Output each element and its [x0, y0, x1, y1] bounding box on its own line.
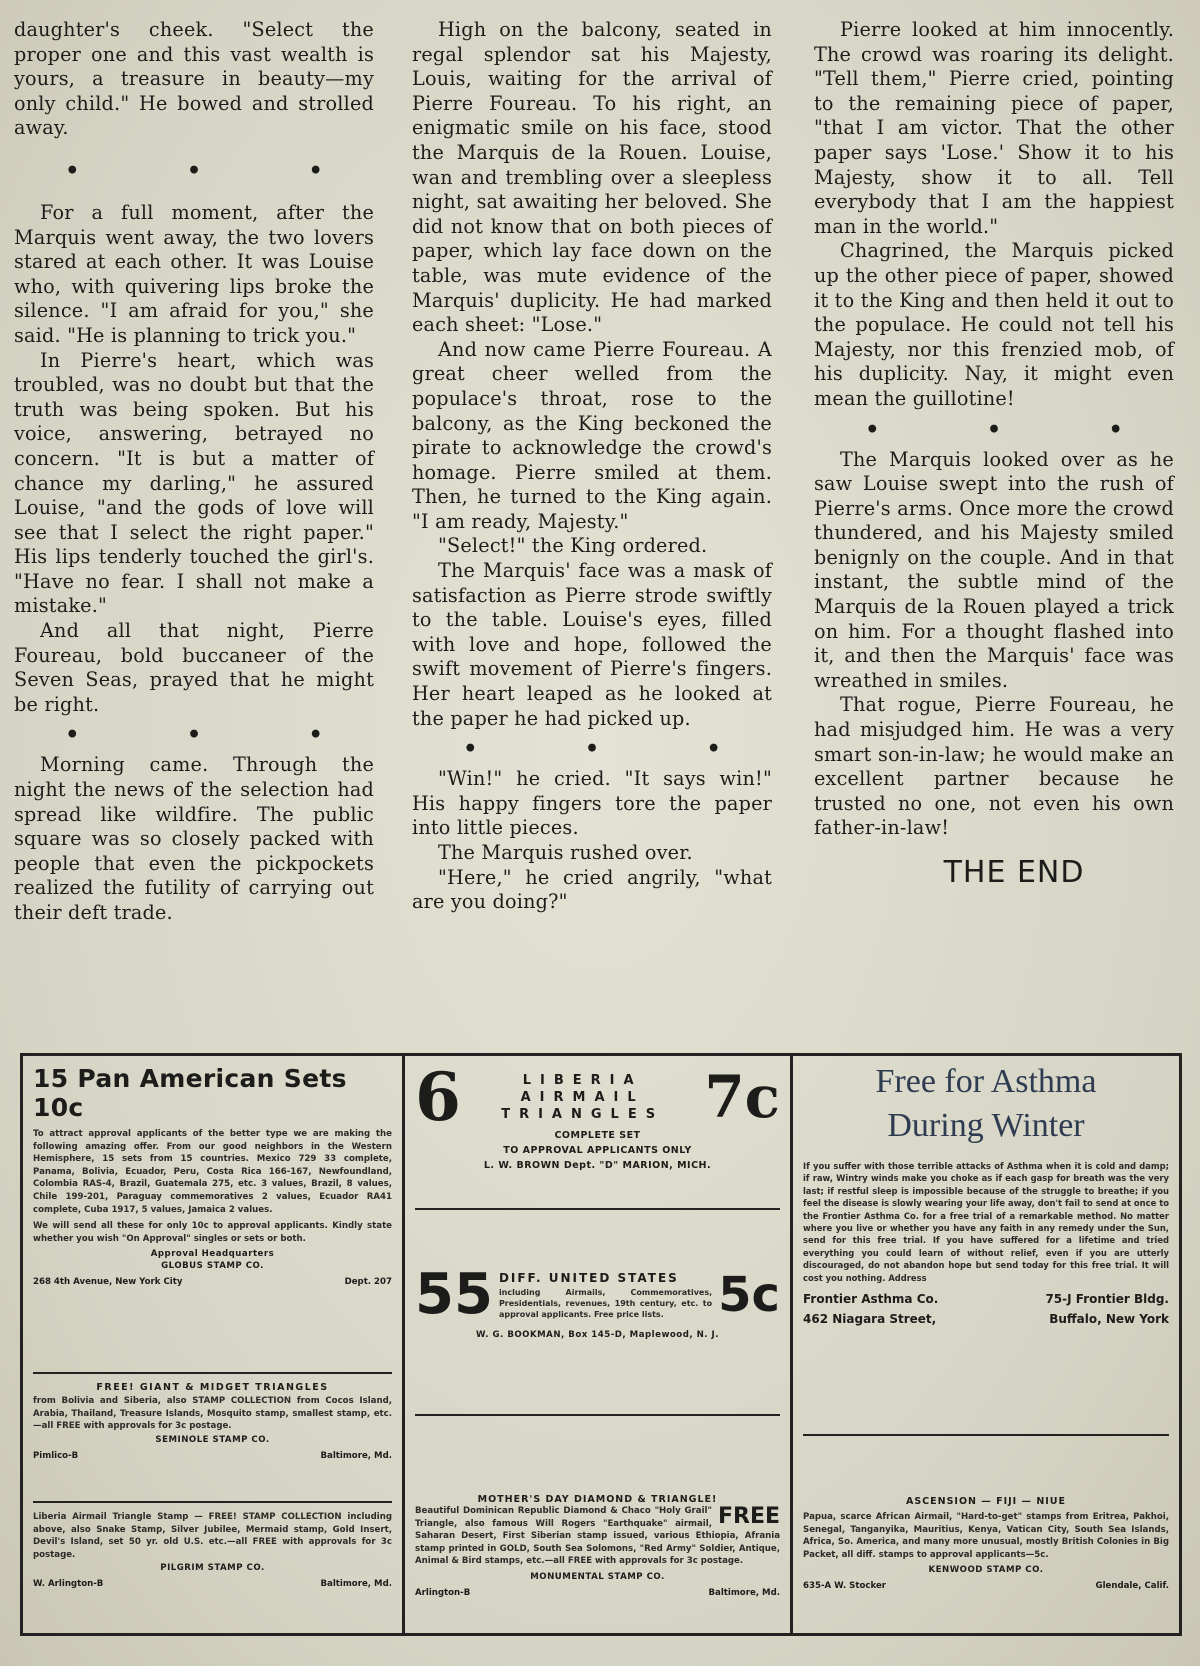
headline-word: LIBERIA [522, 1072, 643, 1088]
headline-word: DIFF. UNITED STATES [498, 1271, 679, 1285]
ad-big-number: 6 [415, 1064, 461, 1136]
paragraph: "Here," he cried angrily, "what are you doing?" [412, 865, 772, 914]
ad-body: including Airmails, Commemoratives, Presidentials, revenues, 19th century, etc. to approval applicants. Free price lists. [498, 1288, 713, 1319]
ad-company: SEMINOLE STAMP CO. [155, 1434, 270, 1445]
ad-title: FREE! GIANT & MIDGET TRIANGLES [96, 1382, 329, 1393]
ad-subhead: COMPLETE SET [554, 1130, 641, 1141]
ad-liberia-airmail-triangles [415, 1064, 780, 1199]
divider [415, 1414, 780, 1416]
ad-pan-american-sets [33, 1064, 392, 1364]
ad-address [33, 1579, 392, 1589]
paragraph: And all that night, Pierre Foureau, bold buccaneer of the Seven Seas, prayed that he might be right. [14, 619, 374, 716]
paragraph: In Pierre's heart, which was troubled, was no doubt but that the truth was being spoken. But his voice, answering, betrayed no concern. "It is but a matter of chance my darling," he assured Louise, "and the gods of love will see that I select the right paper." His lips tenderly touched the girl's. "Have no fear. I shall not make a mistake." [14, 348, 374, 618]
ad-address [803, 1292, 1169, 1306]
ad-title: Free for Asthma [875, 1063, 1097, 1100]
ad-company: KENWOOD STAMP CO. [928, 1565, 1044, 1576]
story-column-1 [14, 18, 374, 926]
address-line: W. Arlington-B [33, 1579, 104, 1590]
company-line: Frontier Asthma Co. [803, 1292, 939, 1307]
section-break: • • • [65, 722, 373, 749]
paragraph: The Marquis rushed over. [438, 841, 693, 864]
city-line: Baltimore, Md. [320, 1579, 392, 1590]
ad-title: 15 Pan American Sets 10c [33, 1064, 347, 1122]
city-line: Glendale, Calif. [1095, 1581, 1169, 1592]
ad-title: During Winter [887, 1107, 1085, 1144]
paragraph: "Select!" the King ordered. [438, 534, 708, 558]
story-column-2 [412, 18, 772, 915]
ad-price: 5c [718, 1267, 780, 1323]
ad-body: Liberia Airmail Triangle Stamp — FREE! STAMP COLLECTION including above, also Snake Stamp, Silver Jubilee, Mermaid stamp, Gold Insert, Devil's Island, set 50 yr. old U.S. etc.—all FREE with approvals for 3c postage. [33, 1512, 392, 1560]
divider [415, 1208, 780, 1210]
divider [33, 1501, 392, 1503]
ad-body: We will send all these for only 10c to approval applicants. Kindly state whether you wish "On Approval" singles or sets or both. [33, 1221, 392, 1244]
story-column-3 [814, 18, 1174, 890]
paragraph: Pierre looked at him innocently. The crowd was roaring its delight. "Tell them," Pierre cried, pointing to the remaining piece of paper, "that I am victor. That the other paper says 'Lose.' Show it to his Majesty, show it to all. Tell everybody that I am the happiest man in the world." [814, 18, 1174, 238]
divider [803, 1434, 1169, 1436]
ad-headline-text [493, 1270, 718, 1320]
ad-body: To attract approval applicants of the better type we are making the following amazing offer. From our good neighbors in the Western Hemisphere, 15 sets from 15 countries. Mexico 729 33 complete, Panama, Bolivia, Ecuador, Peru, Costa Rica 166-167, Newfoundland, Colombia RAS-4, Brazil, Guatemala 275, etc. 3 values, Brazil, 8 values, Chile 199-201, Paraguay commemoratives 2 values, Ecuador RA41 complete, Cuba 1917, 5 values, Jamaica 2 values. [33, 1129, 392, 1215]
section-break: • • • [463, 736, 771, 763]
paragraph: The Marquis' face was a mask of satisfaction as Pierre strode swiftly to the table. Louise's eyes, filled with love and hope, followed the swift movement of Pierre's fingers. Her heart leaped as he looked at the paper he had picked up. [412, 559, 772, 730]
ad-united-states-stamps [415, 1266, 780, 1361]
street-line: 462 Niagara Street, [803, 1312, 937, 1327]
ad-body-wrap [415, 1505, 780, 1568]
ad-column-1 [23, 1056, 405, 1633]
story-text [14, 18, 1184, 1038]
paragraph: daughter's cheek. "Select the proper one and this vast wealth is yours, a treasure in beauty—my only child." He bowed and strolled away. [14, 18, 374, 140]
ad-title: MOTHER'S DAY DIAMOND & TRIANGLE! [477, 1494, 718, 1505]
ad-liberia-airmail-triangle [33, 1511, 392, 1629]
address-line: 268 4th Avenue, New York City [33, 1277, 183, 1288]
city-line: Buffalo, New York [1049, 1312, 1169, 1327]
ad-price: 7c [704, 1064, 780, 1131]
ad-company: MONUMENTAL STAMP CO. [530, 1571, 665, 1582]
ad-mothers-day-triangle [415, 1494, 780, 1624]
city-line: Baltimore, Md. [320, 1450, 392, 1461]
divider [33, 1372, 392, 1374]
address-line: Arlington-B [415, 1587, 471, 1598]
building-line: 75-J Frontier Bldg. [1045, 1292, 1169, 1307]
address-line: Pimlico-B [33, 1450, 79, 1461]
the-end-label: THE END [943, 855, 1085, 890]
ad-address [803, 1581, 1169, 1591]
ad-body: from Bolivia and Siberia, also STAMP COLLECTION from Cocos Island, Arabia, Thailand, Treasure Islands, Mosquito stamp, smallest stamp, etc.—all FREE with approvals for 3c postage. [33, 1396, 392, 1432]
ad-big-number: 55 [415, 1266, 493, 1327]
address-line: 635-A W. Stocker [803, 1581, 887, 1592]
ad-subhead: Approval Headquarters [150, 1249, 275, 1260]
advertisements-panel [20, 1053, 1182, 1636]
ad-body: Beautiful Dominican Republic Diamond & Chaco "Holy Grail" Triangle, also famous Will Rogers "Earthquake" airmail, Saharan Desert, First Siberian stamp issued, various Ethiopia, Afrania stamp printed in GOLD, South Sea Solomons, "Red Army" Soldier, Antique, Animal & Bird stamps, etc.—all FREE with approvals for 3c postage. [415, 1506, 780, 1567]
paragraph: High on the balcony, seated in regal splendor sat his Majesty, Louis, waiting for the arrival of Pierre Foureau. To his right, an enigmatic smile on his face, stood the Marquis de la Rouen. Louise, wan and trembling over a sleepless night, sat awaiting her beloved. She did not know that on both pieces of paper, which lay face down on the table, was mute evidence of the Marquis' duplicity. He had marked each sheet: "Lose." [412, 18, 772, 337]
ad-address [33, 1451, 392, 1461]
ad-address [803, 1312, 1169, 1326]
paragraph: That rogue, Pierre Foureau, he had misjudged him. He was a very smart son-in-law; he would make an excellent partner because he trusted no one, not even his own father-in-law! [814, 693, 1174, 840]
paragraph: The Marquis looked over as he saw Louise swept into the rush of Pierre's arms. Once more the crowd thundered, and his Majesty smiled benignly on the couple. And in that instant, the subtle mind of the Marquis de la Rouen played a trick on him. For a thought flashed into it, and then the Marquis' face was wreathed in smiles. [814, 447, 1174, 692]
paragraph: For a full moment, after the Marquis went away, the two lovers stared at each other. It was Louise who, with quivering lips broke the silence. "I am afraid for you," she said. "He is planning to trick you." [14, 200, 374, 347]
dept-line: Dept. 207 [344, 1277, 392, 1288]
section-break: • • • [865, 416, 1173, 443]
ad-body: Papua, scarce African Airmail, "Hard-to-get" stamps from Eritrea, Pakhoi, Senegal, Tanganyika, Mauritius, Kenya, Vatican City, South Sea Islands, Africa, So. America, and many more unusual, mostly British Colonies in Big Packet, all diff. stamps to approval applicants—5c. [803, 1512, 1169, 1560]
city-line: Baltimore, Md. [708, 1587, 780, 1598]
ad-company: PILGRIM STAMP CO. [160, 1563, 265, 1574]
ad-headline [415, 1266, 780, 1327]
ad-note: TO APPROVAL APPLICANTS ONLY [503, 1145, 692, 1156]
headline-word: TRIANGLES [501, 1106, 665, 1122]
ad-column-2 [405, 1056, 793, 1633]
ad-free-label: FREE [717, 1504, 780, 1529]
paragraph: And now came Pierre Foureau. A great cheer welled from the populace's throat, rose to the balcony, as the King beckoned the pirate to acknowledge the crowd's homage. Pierre smiled at them. Then, he turned to the King again. "I am ready, Majesty." [412, 337, 772, 533]
ad-giant-midget-triangles [33, 1382, 392, 1492]
ad-ascension-fiji-niue [803, 1496, 1169, 1629]
section-break: • • • [65, 157, 373, 184]
headline-word: AIRMAIL [520, 1089, 645, 1105]
ad-title: ASCENSION — FIJI — NIUE [905, 1496, 1067, 1507]
paragraph: Morning came. Through the night the news of the selection had spread like wildfire. The public square was so closely packed with people that even the pickpockets realized the futility of carrying out their deft trade. [14, 753, 374, 924]
ad-company: GLOBUS STAMP CO. [161, 1261, 264, 1272]
ad-headline-words [501, 1072, 664, 1123]
ad-free-for-asthma [803, 1060, 1169, 1410]
ad-body: If you suffer with those terrible attacks of Asthma when it is cold and damp; if raw, Wintry winds make you choke as if each gasp for breath was the very last; if restful sleep is impossible because of the struggle to breathe; if you feel the disease is slowly wearing your life away, don't fail to send at once to the Frontier Asthma Co. for a free trial of a remarkable method. No matter where you live or whether you have any faith in any remedy under the Sun, send for this free trial. If you have suffered for a lifetime and tried everything you could learn of without relief, even if you are utterly discouraged, do not abandon hope but send today for this free trial. It will cost you nothing. Address [803, 1161, 1169, 1283]
paragraph: "Win!" he cried. "It says win!" His happy fingers tore the paper into little pieces. [412, 767, 772, 840]
ad-column-3 [793, 1056, 1179, 1633]
ad-company: W. G. BOOKMAN, Box 145-D, Maplewood, N. J. [475, 1330, 720, 1340]
ad-address [33, 1277, 392, 1287]
paragraph: Chagrined, the Marquis picked up the other piece of paper, showed it to the King and then held it out to the populace. He could not tell his Majesty, nor this frenzied mob, of his duplicity. Nay, it might even mean the guillotine! [814, 239, 1174, 410]
ad-company: L. W. BROWN Dept. "D" MARION, MICH. [483, 1160, 712, 1171]
ad-address [415, 1588, 780, 1598]
